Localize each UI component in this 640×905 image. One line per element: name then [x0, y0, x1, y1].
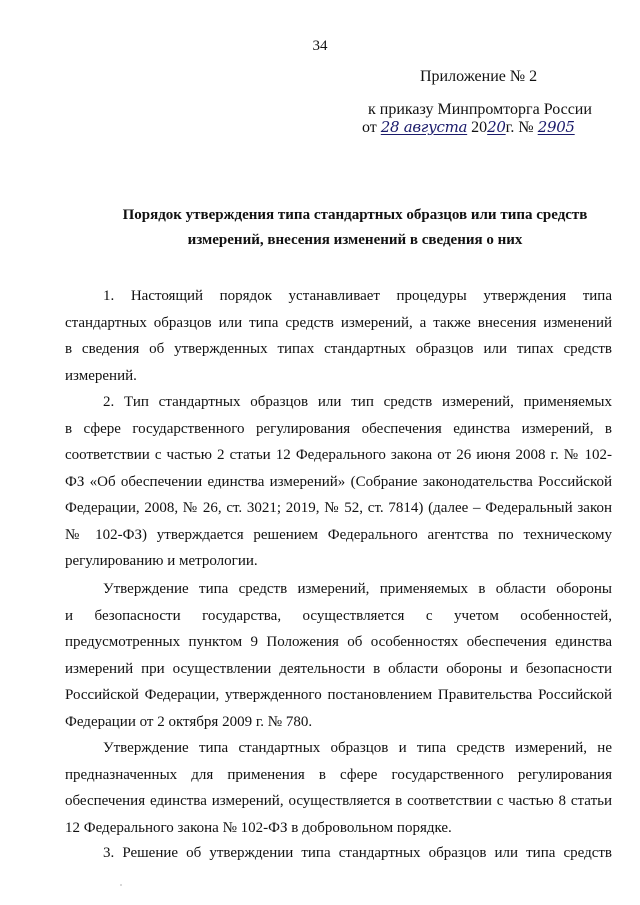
text-line: 1. Настоящий порядок устанавливает процедуры утверждения типа	[103, 288, 612, 304]
title-line: Порядок утверждения типа стандартных образцов или типа средств	[122, 207, 588, 223]
text-line: измерений при осуществлении деятельности в области обороны и безопасности	[65, 660, 612, 677]
handwritten-date: 28 августа	[380, 118, 468, 136]
text-line: Российской Федерации, утвержденного постановлением Правительства Российской	[65, 687, 612, 703]
text-line: в сведения об утвержденных типах стандартных образцов или типах средств	[65, 341, 612, 357]
text-line: Федерации, 2008, № 26, ст. 3021; 2019, № 52, ст. 7814) (далее – Федеральный закон	[65, 500, 612, 516]
handwritten-order-number: 2905	[537, 118, 575, 136]
text-line: и безопасности государства, осуществляется с учетом особенностей,	[65, 607, 612, 624]
text-line: измерений.	[65, 367, 137, 384]
year-prefix: 20	[471, 119, 488, 136]
handwritten-year: 20	[487, 118, 506, 136]
text-line: Утверждение типа средств измерений, применяемых в области обороны	[103, 581, 612, 597]
document-title	[90, 203, 620, 253]
paragraph-4	[65, 735, 612, 841]
text-line: № 102-ФЗ) утверждается решением Федерального агентства по техническому	[65, 526, 612, 543]
paragraph-1	[65, 283, 612, 389]
text-line: Утверждение типа стандартных образцов и типа средств измерений, не	[103, 740, 612, 756]
paragraph-2	[65, 389, 612, 575]
paragraph-3	[65, 576, 612, 735]
text-line: Федерации от 2 октября 2009 г. № 780.	[65, 713, 313, 730]
page-number: 34	[312, 38, 328, 54]
appendix-title: Приложение № 2	[420, 68, 538, 85]
text-line: стандартных образцов или типа средств измерений, а также внесения изменений	[65, 314, 612, 331]
year-suffix: г. №	[505, 119, 534, 136]
text-line: регулированию и метрологии.	[65, 553, 258, 569]
text-line: обеспечения единства измерений, осуществляется в соответствии с частью 8 статьи	[65, 793, 612, 809]
text-line: соответствии с частью 2 статьи 12 Федерального закона от 26 июня 2008 г. № 102-	[65, 447, 612, 463]
date-prefix: от	[362, 119, 377, 136]
text-line: 3. Решение об утверждении типа стандартных образцов или типа средств	[103, 845, 612, 861]
text-line: предусмотренных пунктом 9 Положения об особенностях обеспечения единства	[65, 634, 612, 650]
text-line: в сфере государственного регулирования обеспечения единства измерений, в	[65, 420, 612, 437]
paragraph-5	[65, 840, 612, 867]
text-line: предназначенных для применения в сфере государственного регулирования	[65, 766, 612, 783]
text-line: ФЗ «Об обеспечении единства измерений» (Собрание законодательства Российской	[65, 473, 612, 490]
title-line: измерений, внесения изменений в сведения о них	[187, 232, 523, 248]
order-reference: к приказу Минпромторга России	[368, 101, 592, 118]
text-line: 12 Федерального закона № 102-ФЗ в добровольном порядке.	[65, 819, 452, 836]
scan-speck	[120, 884, 122, 886]
order-date-line	[362, 118, 575, 137]
text-line: 2. Тип стандартных образцов или тип средств измерений, применяемых	[103, 394, 612, 410]
